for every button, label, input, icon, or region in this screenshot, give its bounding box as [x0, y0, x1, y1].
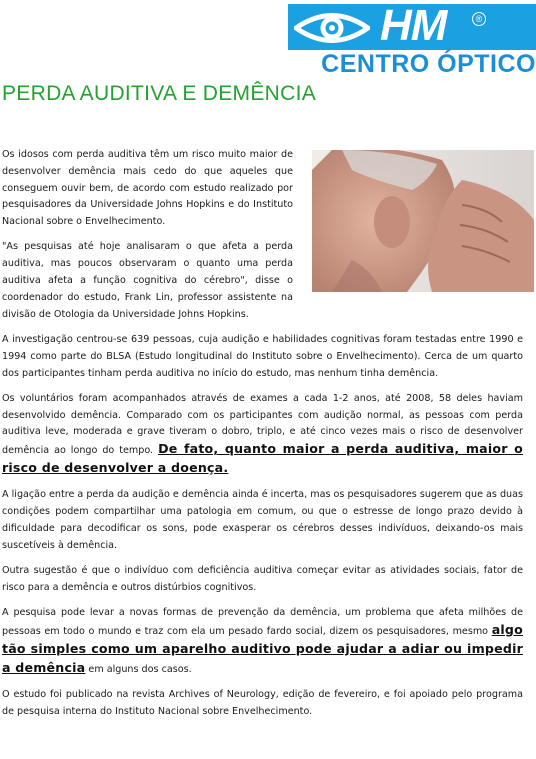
paragraph-4	[2, 391, 523, 479]
photo-spacer	[301, 150, 523, 292]
logo-letters: HM	[380, 1, 447, 50]
highlight-hearing-aid: algo tão simples como um aparelho auditivo pode ajudar a adiar ou impedir a demência	[2, 621, 523, 675]
paragraph-4-text: Os voluntários foram acompanhados através de exames a cada 1-2 anos, até 2008, 58 deles haviam desenvolvido demência. Comparado com os participantes com audição normal, as pessoas com perda auditiva leve, moderada e grave tiveram o dobro, triplo, e até cinco vezes mais o risco de desenvolver demência ao longo do tempo.	[2, 392, 523, 457]
paragraph-5: A ligação entre a perda da audição e demência ainda é incerta, mas os pesquisadores sugerem que as duas condições podem compartilhar uma patologia em comum, ou que o estresse de longo prazo devido à dificuldade para decodificar os sons, pode exasperar os cérebros desses indivíduos, deixando-os mais suscetíveis à demência.	[2, 489, 524, 551]
paragraph-7-text: A pesquisa pode levar a novas formas de prevenção da demência, um problema que afeta milhões de pessoas em todo o mundo e traz com ela um pesado fardo social, dizem os pesquisadores, mesmo	[2, 607, 523, 637]
logo-wordmark: CENTRO ÓPTICO	[321, 50, 536, 78]
article-title: PERDA AUDITIVA E DEMÊNCIA	[2, 82, 317, 105]
paragraph-8: O estudo foi publicado na revista Archives of Neurology, edição de fevereiro, e foi apoiado pelo programa de pesquisa interna do Instituto Nacional sobre Envelhecimento.	[2, 688, 523, 717]
paragraph-7-tail: em alguns dos casos.	[88, 663, 192, 675]
paragraph-7	[2, 605, 523, 678]
article-body	[2, 147, 523, 729]
paragraph-2: "As pesquisas até hoje analisaram o que afeta a perda auditiva, mas poucos observaram o quanto uma perda auditiva afeta a função cognitiva do cérebro", disse o coordenador do estudo, Frank Lin, professor assistente na divisão de Otologia da Universidade Johns Hopkins.	[2, 241, 293, 320]
eye-icon	[294, 9, 370, 47]
logo-banner	[288, 1, 536, 50]
highlight-risk: De fato, quanto maior a perda auditiva, maior o risco de desenvolver a doença.	[2, 441, 523, 476]
registered-mark: ®	[472, 12, 486, 26]
paragraph-6: Outra sugestão é que o indivíduo com deficiência auditiva começar evitar as atividades sociais, fator de risco para a demência e outros distúrbios cognitivos.	[2, 565, 523, 593]
brand-logo[interactable]	[288, 1, 536, 78]
paragraph-3: A investigação centrou-se 639 pessoas, cuja audição e habilidades cognitivas foram testadas entre 1990 e 1994 como parte do BLSA (Estudo longitudinal do Instituto sobre o Envelhecimento). Cerca de um quarto dos participantes tinham perda auditiva no início do estudo, mas nenhum tinha demência.	[2, 333, 523, 379]
paragraph-1: Os idosos com perda auditiva têm um risco muito maior de desenvolver demência mais cedo do que aqueles que conseguem ouvir bem, de acordo com estudo realizado por pesquisadores da Universidade Johns Hopkins e do Instituto Nacional sobre o Envelhecimento.	[2, 149, 293, 228]
